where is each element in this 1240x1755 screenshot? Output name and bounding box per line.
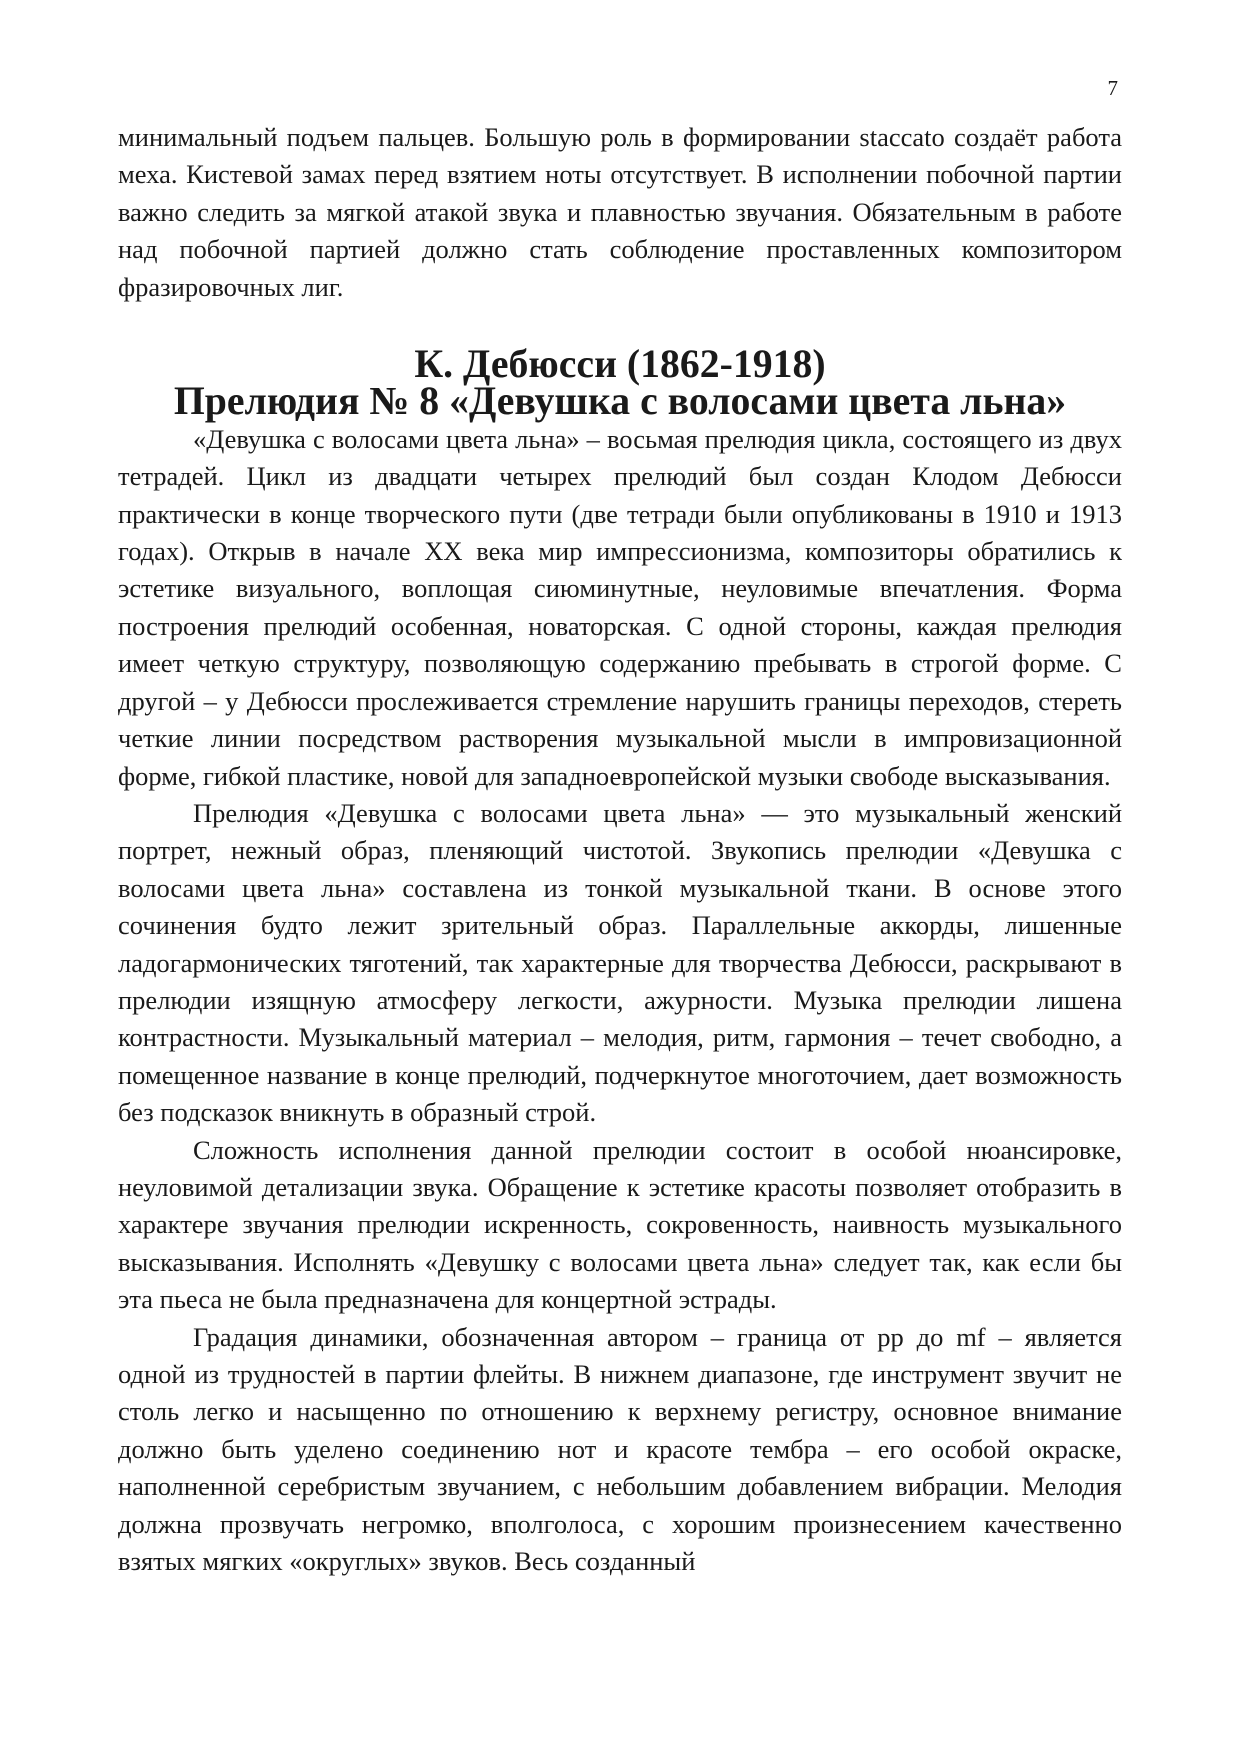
author-heading: К. Дебюсси (1862-1918) xyxy=(414,342,826,387)
body-paragraph: «Девушка с волосами цвета льна» – восьмая прелюдия цикла, состоящего из двух тетрадей. Цикл из двадцати четырех прелюдий был создан Клодом Дебюсси практически в конце творческого пути (две тетради были опубликованы в 1910 и 1913 годах). Открыв в начале XX века мир импрессионизма, композиторы обратились к эстетике визуального, воплощая сиюминутные, неуловимые впечатления. Форма построения прелюдий особенная, новаторская. С одной стороны, каждая прелюдия имеет четкую структуру, позволяющую содержанию пребывать в строгой форме. С другой – у Дебюсси прослеживается стремление нарушить границы переходов, стереть четкие линии посредством растворения музыкальной мысли в импровизационной форме, гибкой пластике, новой для западноевропейской музыки свободе высказывания. xyxy=(118,423,1122,791)
page-body xyxy=(118,119,1122,1580)
piece-heading: Прелюдия № 8 «Девушка с волосами цвета льна» xyxy=(173,379,1067,424)
body-paragraph: Прелюдия «Девушка с волосами цвета льна» — это музыкальный женский портрет, нежный образ, пленяющий чистотой. Звукопись прелюдии «Девушка с волосами цвета льна» составлена из тонкой музыкальной ткани. В основе этого сочинения будто лежит зрительный образ. Параллельные аккорды, лишенные ладогармонических тяготений, так характерные для творчества Дебюсси, раскрывают в прелюдии изящную атмосферу легкости, ажурности. Музыка прелюдии лишена контрастности. Музыкальный материал – мелодия, ритм, гармония – течет свободно, а помещенное название в конце прелюдий, подчеркнутое многоточием, дает возможность без подсказок вникнуть в образный строй. xyxy=(118,797,1122,1128)
intro-paragraph: минимальный подъем пальцев. Большую роль в формировании staccato создаёт работа меха. Кистевой замах перед взятием ноты отсутствует. В исполнении побочной партии важно следить за мягкой атакой звука и плавностью звучания. Обязательным в работе над побочной партией должно стать соблюдение проставленных композитором фразировочных лиг. xyxy=(118,122,1122,302)
body-paragraph: Сложность исполнения данной прелюдии состоит в особой нюансировке, неуловимой детализации звука. Обращение к эстетике красоты позволяет отобразить в характере звучания прелюдии искренность, сокровенность, наивность музыкального высказывания. Исполнять «Девушку с волосами цвета льна» следует так, как если бы эта пьеса не была предназначена для концертной эстрады. xyxy=(118,1134,1122,1315)
page-number: 7 xyxy=(1107,76,1118,100)
body-paragraph: Градация динамики, обозначенная автором – граница от pp до mf – является одной из трудностей в партии флейты. В нижнем диапазоне, где инструмент звучит не столь легко и насыщенно по отношению к верхнему регистру, основное внимание должно быть уделено соединению нот и красоте тембра – его особой окраске, наполненной серебристым звучанием, с небольшим добавлением вибрации. Мелодия должна прозвучать негромко, вполголоса, с хорошим произнесением качественно взятых мягких «округлых» звуков. Весь созданный xyxy=(118,1321,1122,1577)
